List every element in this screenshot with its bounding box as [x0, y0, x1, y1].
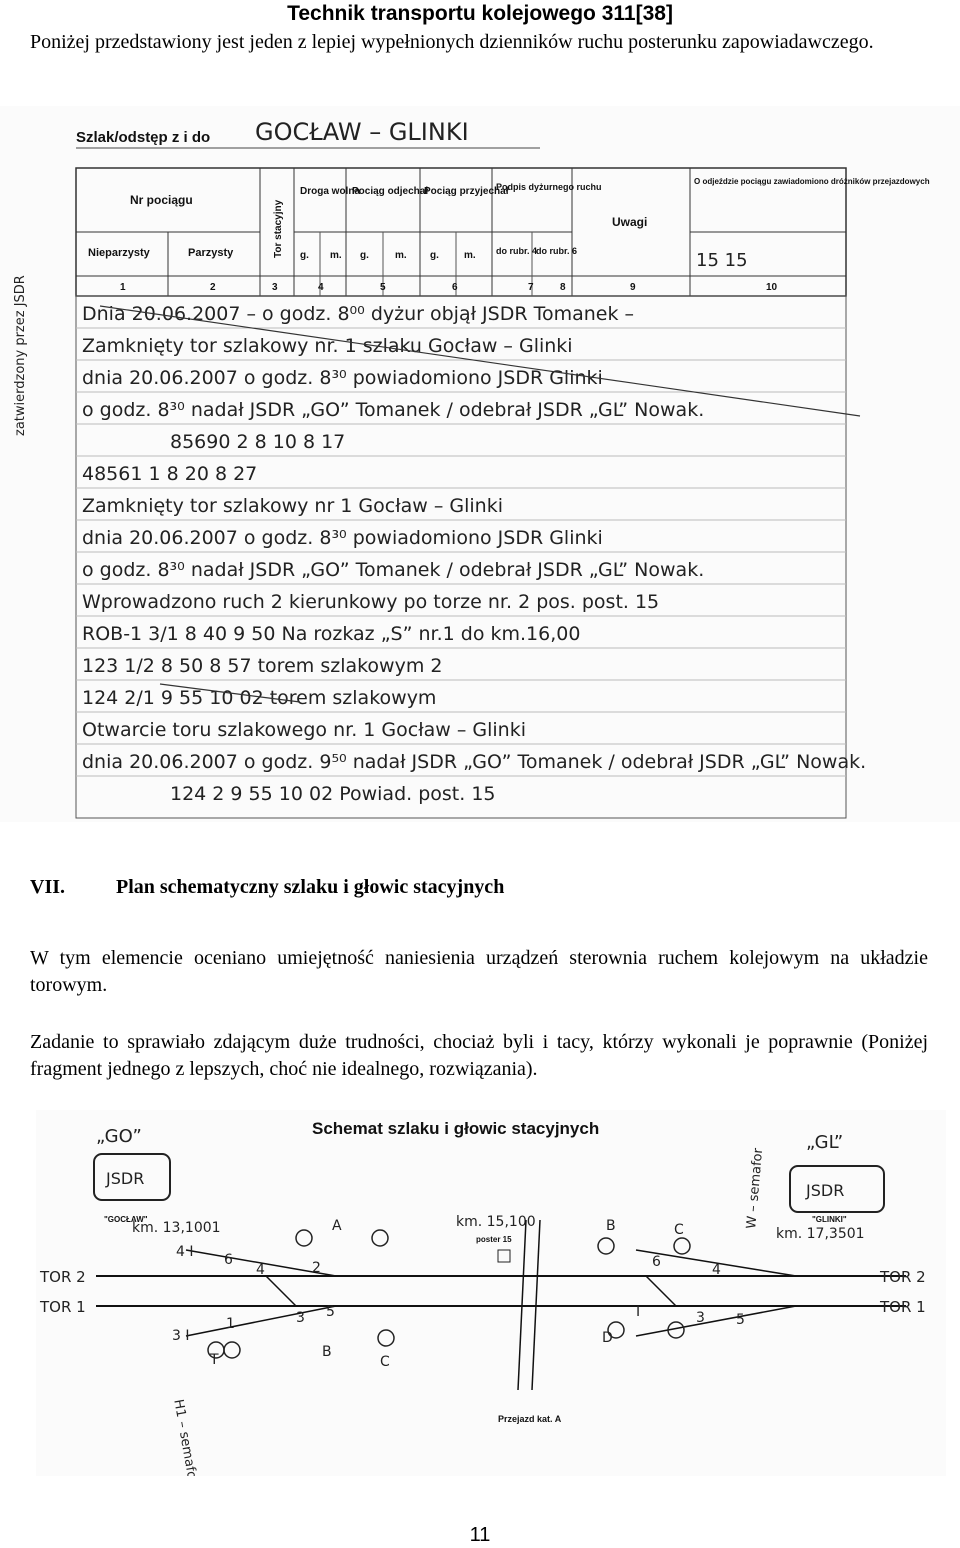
mark-b-right: B: [606, 1218, 616, 1234]
mark-6-right: 6: [652, 1254, 661, 1270]
tor1-left: TOR 1: [40, 1298, 86, 1316]
semafor-w: W – semafor: [744, 1147, 767, 1230]
log-row-6: 48561 1 8 20 8 27: [82, 463, 258, 485]
col-nr-pociagu: Nr pociągu: [130, 193, 193, 207]
schema-title: Schemat szlaku i głowic stacyjnych: [312, 1119, 600, 1138]
schema-scan: [36, 1110, 946, 1476]
mark-3-right: 3: [696, 1310, 705, 1326]
log-row-7: Zamknięty tor szlakowy nr 1 Gocław – Glinki: [82, 495, 503, 517]
track-crossover: [266, 1276, 296, 1306]
mark-1: 1: [226, 1316, 235, 1332]
mark-2: 2: [312, 1260, 321, 1276]
mark-4i: 4 I: [176, 1244, 194, 1260]
station-goclaw: "GOCŁAW": [104, 1215, 148, 1224]
log-row-12: 123 1/2 8 50 8 57 torem szlakowym 2: [82, 655, 443, 677]
log-row-5: 85690 2 8 10 8 17: [170, 431, 346, 453]
mark-a: A: [332, 1218, 342, 1234]
log-row-1: Dnia 20.06.2007 – o godz. 8⁰⁰ dyżur objął JSDR Tomanek –: [82, 303, 635, 325]
paragraph-1: W tym elemencie oceniano umiejętność naniesienia urządzeń sterownia ruchem kolejowym na układzie torowym.: [30, 947, 928, 996]
route-value: GOCŁAW – GLINKI: [255, 118, 469, 146]
colnum-8: 8: [560, 282, 566, 293]
log-row-3: dnia 20.06.2007 o godz. 8³⁰ powiadomiono JSDR Glinki: [82, 367, 603, 389]
side-note: zatwierdzony przez JSDR: [13, 275, 28, 436]
g-2: g.: [360, 250, 369, 261]
paragraph-2: Zadanie to sprawiało zdającym duże trudności, chociaż byli i tacy, którzy wykonali je poprawnie (Poniżej fragment jednego z lepszych, choć nie idealnego, rozwiązania).: [30, 1031, 928, 1080]
mark-5-right: 5: [736, 1312, 745, 1328]
log-row-4: o godz. 8³⁰ nadał JSDR „GO” Tomanek / odebrał JSDR „GL” Nowak.: [82, 399, 705, 421]
crossing-number: 15 15: [696, 250, 748, 271]
log-row-8: dnia 20.06.2007 o godz. 8³⁰ powiadomiono JSDR Glinki: [82, 527, 603, 549]
col-parzysty: Parzysty: [188, 247, 234, 259]
col-droga-wolna: Droga wolna: [300, 186, 361, 197]
col-podpis: Podpis dyżurnego ruchu: [496, 182, 602, 192]
mark-5: 5: [326, 1304, 335, 1320]
crossing-label: Przejazd kat. A: [498, 1414, 562, 1424]
intro-paragraph: Poniżej przedstawiony jest jeden z lepiej wypełnionych dzienników ruchu posterunku zapowiadawczego.: [30, 31, 874, 53]
km-mid: km. 15,100: [456, 1214, 536, 1230]
m-2: m.: [395, 250, 407, 261]
track-crossover: [646, 1276, 676, 1306]
schema-figure: [36, 1110, 946, 1476]
semafor-h: H1 – semafor: [170, 1398, 201, 1476]
gl-label: „GL”: [806, 1132, 844, 1153]
col-uwagi: Uwagi: [612, 215, 648, 229]
mark-t: T: [210, 1352, 219, 1368]
section-number: VII.: [30, 876, 66, 898]
poster-label: poster 15: [476, 1235, 512, 1244]
jsdr-left: JSDR: [106, 1169, 145, 1188]
track-branch: [636, 1306, 796, 1336]
tor2-left: TOR 2: [40, 1268, 86, 1286]
tor2-right: TOR 2: [880, 1268, 926, 1286]
g-1: g.: [300, 250, 309, 261]
col-odjezdzie: O odjeździe pociągu zawiadomiono dróżników przejazdowych: [694, 177, 930, 186]
track-branch: [186, 1306, 336, 1336]
mark-3: 3: [296, 1310, 305, 1326]
colnum-9: 9: [630, 282, 636, 293]
col-odjechal: Pociąg odjechał: [352, 186, 429, 197]
colnum-10: 10: [766, 282, 778, 293]
train-log-scan: [0, 106, 960, 822]
km-right: km. 17,3501: [776, 1226, 865, 1242]
km-left: km. 13,1001: [132, 1220, 221, 1236]
poster-square: [498, 1250, 510, 1262]
mark-d: D: [602, 1330, 613, 1346]
colnum-5: 5: [380, 282, 386, 293]
colnum-4: 4: [318, 282, 324, 293]
col-tor: Tor stacyjny: [273, 199, 284, 258]
mark-4-right: 4: [712, 1262, 721, 1278]
g-3: g.: [430, 250, 439, 261]
mark-6: 6: [224, 1252, 233, 1268]
colnum-7: 7: [528, 282, 534, 293]
mark-i-right: I: [636, 1304, 641, 1320]
colnum-2: 2: [210, 282, 216, 293]
log-row-2: Zamknięty tor szlakowy nr. 1 szlaku Gocław – Glinki: [82, 335, 573, 357]
page-number: 11: [469, 1524, 491, 1546]
station-glinki: "GLINKI": [812, 1215, 847, 1224]
log-row-9: o godz. 8³⁰ nadał JSDR „GO” Tomanek / odebrał JSDR „GL” Nowak.: [82, 559, 705, 581]
col-do-rubr-6: do rubr. 6: [536, 246, 578, 256]
route-label: Szlak/odstęp z i do: [76, 129, 211, 146]
mark-4: 4: [256, 1262, 265, 1278]
section-title: Plan schematyczny szlaku i głowic stacyjnych: [116, 876, 505, 898]
tor1-right: TOR 1: [880, 1298, 926, 1316]
mark-c-right: C: [674, 1222, 684, 1238]
colnum-3: 3: [272, 282, 278, 293]
jsdr-right: JSDR: [806, 1181, 845, 1200]
colnum-1: 1: [120, 282, 126, 293]
log-row-13: 124 2/1 9 55 10 02 torem szlakowym: [82, 687, 437, 709]
log-row-15: dnia 20.06.2007 o godz. 9⁵⁰ nadał JSDR „GO” Tomanek / odebrał JSDR „GL” Nowak.: [82, 751, 867, 773]
log-row-16: 124 2 9 55 10 02 Powiad. post. 15: [170, 783, 496, 805]
mark-b: B: [322, 1344, 332, 1360]
colnum-6: 6: [452, 282, 458, 293]
go-label: „GO”: [96, 1126, 142, 1147]
m-1: m.: [330, 250, 342, 261]
col-przyjechal: Pociąg przyjechał: [424, 186, 509, 197]
m-3: m.: [464, 250, 476, 261]
document-header: Technik transportu kolejowego 311[38]: [287, 2, 673, 25]
log-row-14: Otwarcie toru szlakowego nr. 1 Gocław – Glinki: [82, 719, 526, 741]
col-nieparzysty: Nieparzysty: [88, 247, 150, 259]
col-do-rubr-4: do rubr. 4: [496, 246, 538, 256]
mark-c: C: [380, 1354, 390, 1370]
mark-3i: 3 I: [172, 1328, 190, 1344]
log-row-11: ROB-1 3/1 8 40 9 50 Na rozkaz „S” nr.1 do km.16,00: [82, 623, 581, 645]
train-log-figure: [0, 106, 960, 822]
log-row-10: Wprowadzono ruch 2 kierunkowy po torze nr. 2 pos. post. 15: [82, 591, 660, 613]
